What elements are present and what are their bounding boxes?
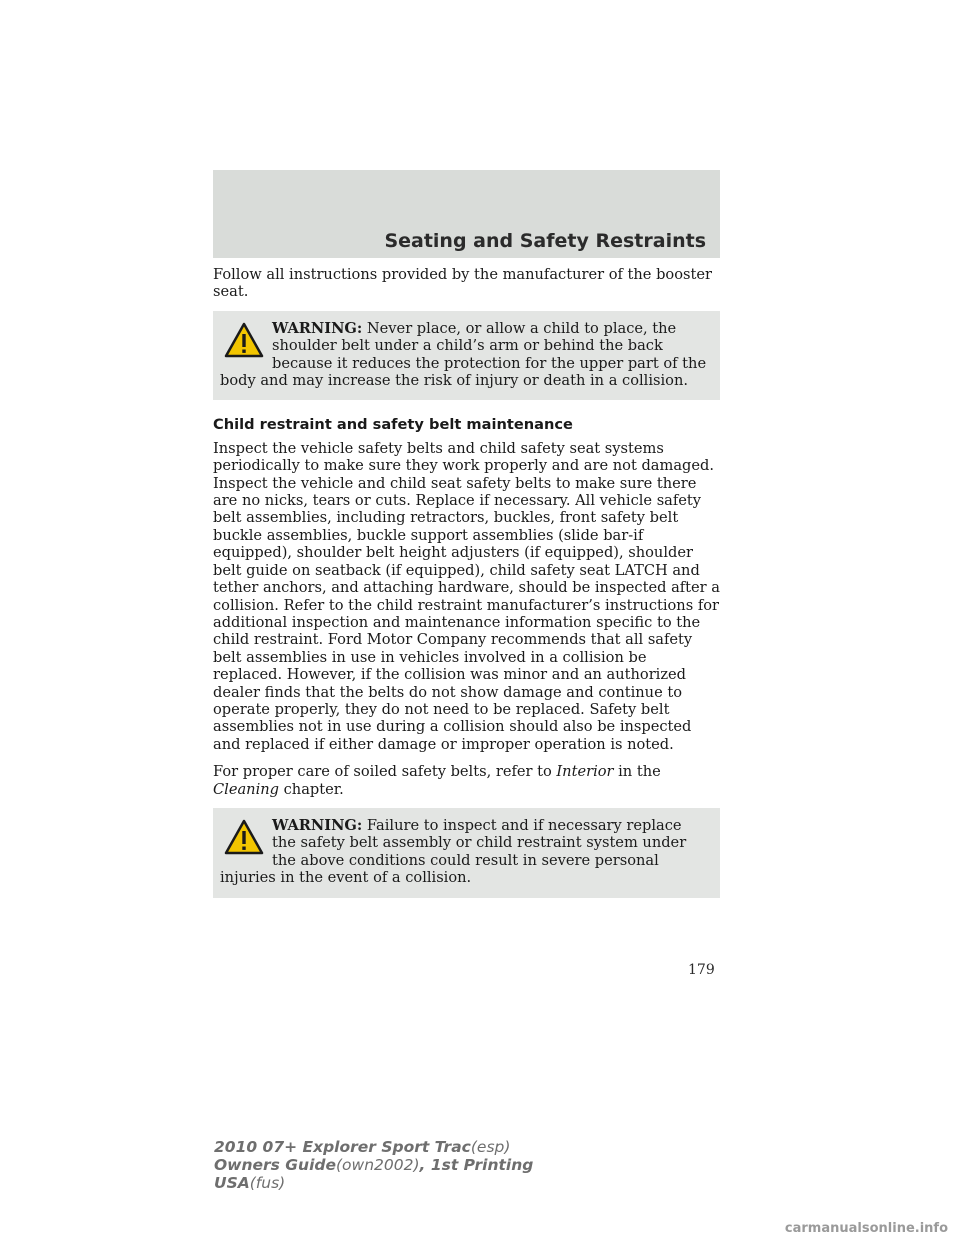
section-header [213, 170, 720, 258]
warning-triangle-icon [224, 322, 264, 358]
page-content [213, 266, 720, 914]
warning-box-2 [213, 808, 720, 898]
footer-line-1 [214, 1138, 533, 1156]
footer-region-code: (fus) [249, 1174, 286, 1192]
care-text-after: chapter. [278, 780, 344, 798]
warning-label: WARNING: [272, 816, 363, 834]
footer-guide: Owners Guide [214, 1156, 336, 1174]
footer-model: 2010 07+ Explorer Sport Trac [214, 1138, 471, 1156]
warning-box-1 [213, 311, 720, 401]
watermark: carmanualsonline.info [784, 1221, 948, 1236]
footer-line-3 [214, 1174, 533, 1192]
warning-label: WARNING: [272, 319, 363, 337]
section-title: Seating and Safety Restraints [384, 230, 706, 252]
footer-guide-code: (own2002) [336, 1156, 420, 1174]
section-subheading: Child restraint and safety belt maintenance [213, 416, 573, 434]
warning-text-1 [220, 320, 710, 390]
warning-text-2 [220, 817, 710, 887]
care-text-before: For proper care of soiled safety belts, refer to [213, 763, 557, 781]
care-reference-cleaning: Cleaning [213, 780, 279, 798]
warning-body: Never place, or allow a child to place, the shoulder belt under a child’s arm or behind the back because it reduces the protection for the upper part of the body and may increase the risk of injury or death in a collision. [220, 319, 707, 390]
maintenance-paragraph: Inspect the vehicle safety belts and child safety seat systems periodically to make sure they work properly and are not damaged. Inspect the vehicle and child seat safety belts to make sure there are no nicks, tears or cuts. Replace if necessary. All vehicle safety belt assemblies, including retractors, buckles, front safety belt buckle assemblies, buckle support assemblies (slide bar-if equipped), shoulder belt height adjusters (if equipped), shoulder belt guide on seatback (if equipped), child safety seat LATCH and tether anchors, and attaching hardware, should be inspected after a collision. Refer to the child restraint manufacturer’s instructions for additional inspection and maintenance information specific to the child restraint. Ford Motor Company recommends that all safety belt assemblies in use in vehicles involved in a collision be replaced. However, if the collision was minor and an authorized dealer finds that the belts do not show damage and continue to operate properly, they do not need to be replaced. Safety belt assemblies not in use during a collision should also be inspected and replaced if either damage or improper operation is noted. [213, 439, 720, 753]
footer-model-code: (esp) [470, 1138, 511, 1156]
warning-triangle-icon [224, 819, 264, 855]
document-footer [214, 1138, 533, 1192]
footer-printing: , 1st Printing [419, 1156, 534, 1174]
warning-body: Failure to inspect and if necessary replace the safety belt assembly or child restraint system under the above conditions could result in severe personal injuries in the event of a collision. [220, 816, 687, 887]
intro-paragraph: Follow all instructions provided by the manufacturer of the booster seat. [213, 266, 712, 301]
care-paragraph [213, 763, 720, 798]
footer-region: USA [214, 1174, 250, 1192]
care-text-middle: in the [613, 763, 661, 781]
care-reference-interior: Interior [556, 763, 614, 781]
footer-line-2 [214, 1156, 533, 1174]
page-number: 179 [688, 962, 715, 978]
